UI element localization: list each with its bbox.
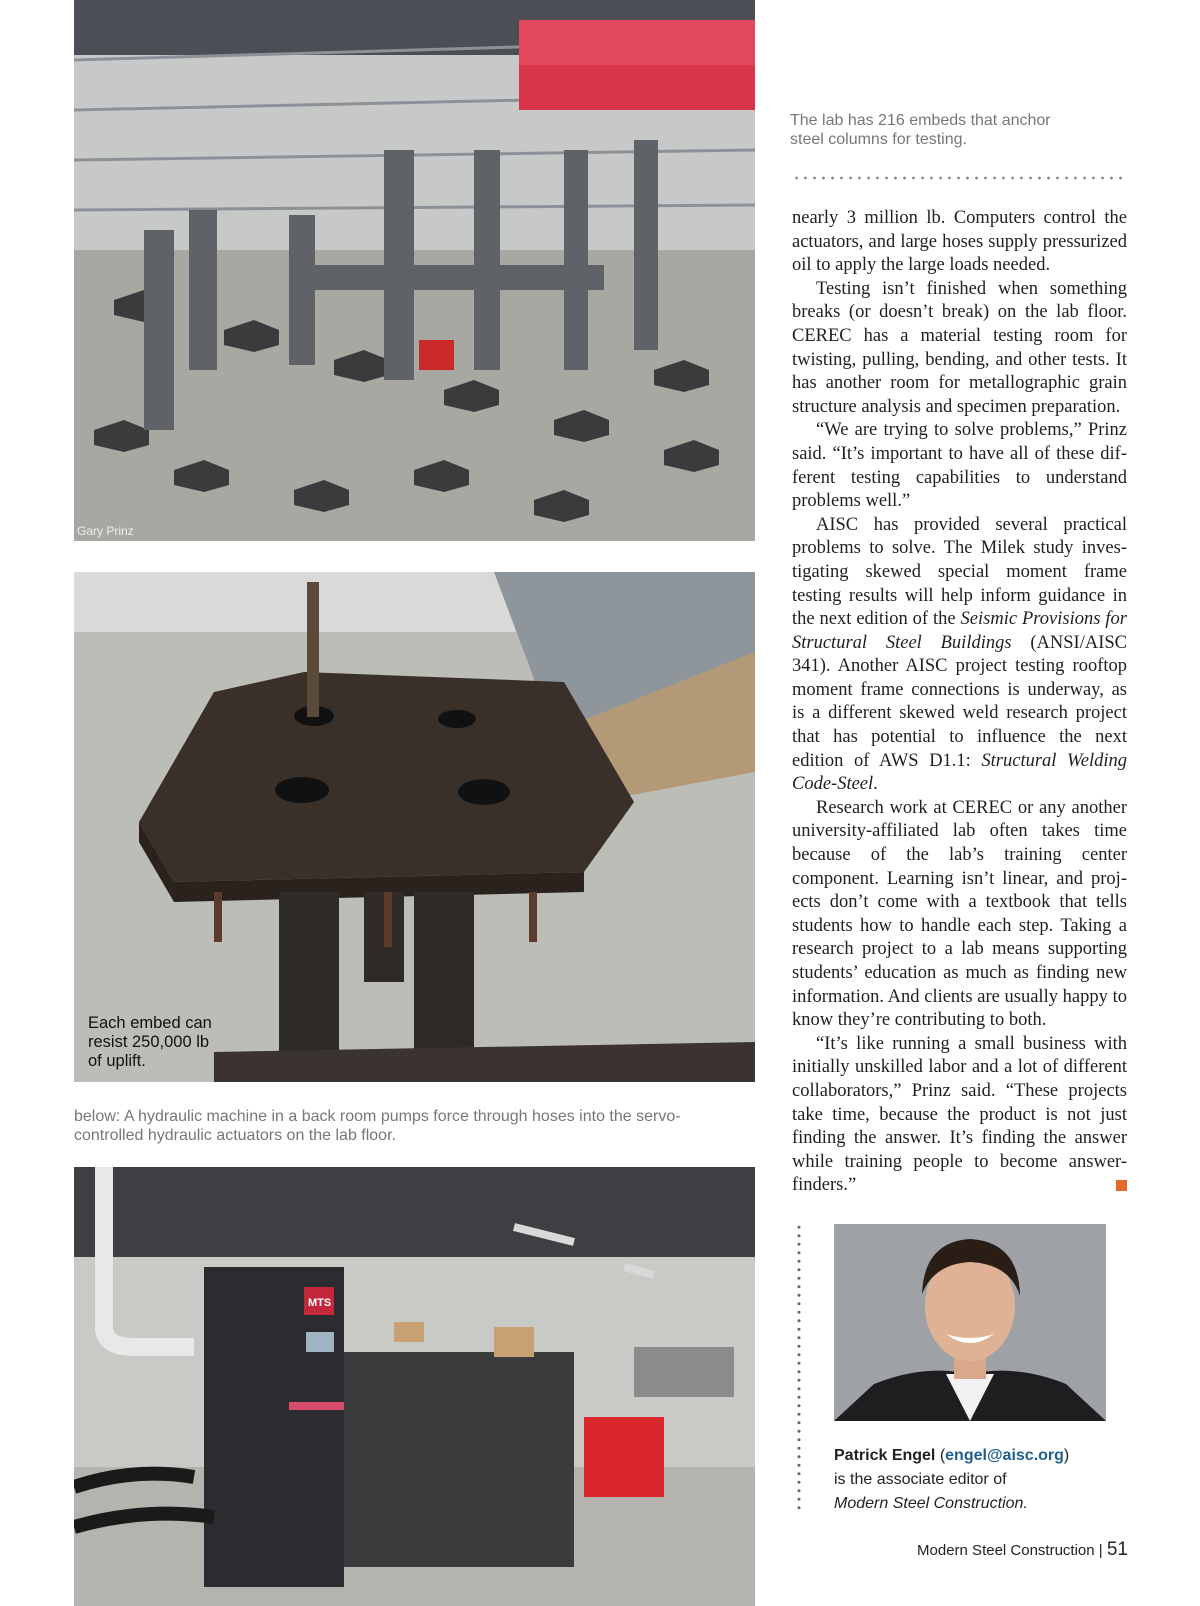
paragraph-1: nearly 3 million lb. Computers control the actuators, and large hoses supply pressurized oil to apply the large loads needed. xyxy=(792,208,1127,276)
end-of-article-mark xyxy=(1116,1180,1127,1191)
embed-image xyxy=(74,572,755,1082)
dotted-divider xyxy=(792,176,1128,180)
publication-name: Modern Steel Construction. xyxy=(834,1495,1028,1512)
paragraph-4-text-b: (ANSI/AISC 341). Another AISC project testing rooftop moment frame connections is underway, as is a different skewed weld research project that has potential to influence the next edition of AWS D1.1: xyxy=(792,632,1128,771)
paragraph-2: Testing isn’t finished when something breaks (or doesn’t break) on the lab floor. CEREC has a material testing room for twisting, pulling, bending, and other tests. It has another room for metallographic grain structure analysis and specimen preparation. xyxy=(792,278,1127,417)
hydraulic-machine-image xyxy=(74,1167,755,1606)
lab-embeds-caption: The lab has 216 embeds that anchor steel columns for testing. xyxy=(790,112,1051,148)
photo-credit: Gary Prinz xyxy=(77,524,134,538)
paragraph-4 xyxy=(792,514,1127,797)
embed-photo xyxy=(74,572,755,1082)
hydraulic-machine-photo xyxy=(74,1167,755,1606)
author-bio xyxy=(834,1444,1134,1516)
hydraulic-caption: below: A hydraulic machine in a back room pumps force through hoses into the servo- controlled hydraulic actuators on the lab floor. xyxy=(74,1108,681,1144)
paragraph-6-text: “It’s like running a small business with initially unskilled labor and a lot of different collaborators,” Prinz said. “These projects take time, because the product is not just finding the answer. It’s finding the answer while training people to become answer-finders.” xyxy=(792,1033,1127,1196)
author-paren-close: ) xyxy=(1063,1447,1070,1464)
article-body xyxy=(792,207,1127,1198)
embed-caption: Each embed can resist 250,000 lb of uplift. xyxy=(88,1014,212,1070)
page-footer xyxy=(917,1539,1128,1561)
author-dotted-rule xyxy=(797,1223,801,1509)
author-line xyxy=(834,1444,1134,1468)
paragraph-4-text-a: AISC has provided several practical problems to solve. The Milek study investigating skewed special moment frame testing results will help inform guidance in the next edition of the xyxy=(792,514,1127,630)
welding-code-title: Structural Welding Code-Steel xyxy=(792,750,1128,795)
paragraph-4-text-c: . xyxy=(873,774,878,795)
footer-magazine: Modern Steel Construction xyxy=(917,1542,1095,1559)
author-role: is the associate editor of xyxy=(834,1471,1007,1488)
paragraph-5: Research work at CEREC or any another university-affiliated lab often takes time because of the lab’s training center component. Learning isn’t linear, and projects don’t come with a textbook that tells students how to handle each step. Taking a research project to a lab means supporting students’ education as much as finding new information. And clients are usually happy to know they’re contributing to both. xyxy=(792,797,1127,1031)
author-photo xyxy=(834,1224,1106,1421)
author-email-link[interactable]: engel@aisc.org xyxy=(945,1447,1064,1464)
footer-separator: | xyxy=(1094,1542,1107,1559)
lab-floor-photo xyxy=(74,0,755,541)
page-number: 51 xyxy=(1106,1539,1128,1560)
author-publication xyxy=(834,1492,1134,1516)
machine-brand: MTS xyxy=(308,1297,332,1309)
author-portrait xyxy=(834,1224,1106,1421)
paragraph-3: “We are trying to solve problems,” Prinz said. “It’s important to have all of these different testing capabilities to understand problems well.” xyxy=(792,420,1127,512)
lab-floor-image xyxy=(74,0,755,541)
paragraph-6 xyxy=(792,1033,1127,1198)
author-paren-open: ( xyxy=(935,1447,946,1464)
seismic-provisions-title: Seismic Provisions for Structural Steel Buildings xyxy=(792,609,1127,653)
author-name: Patrick Engel xyxy=(834,1447,936,1464)
